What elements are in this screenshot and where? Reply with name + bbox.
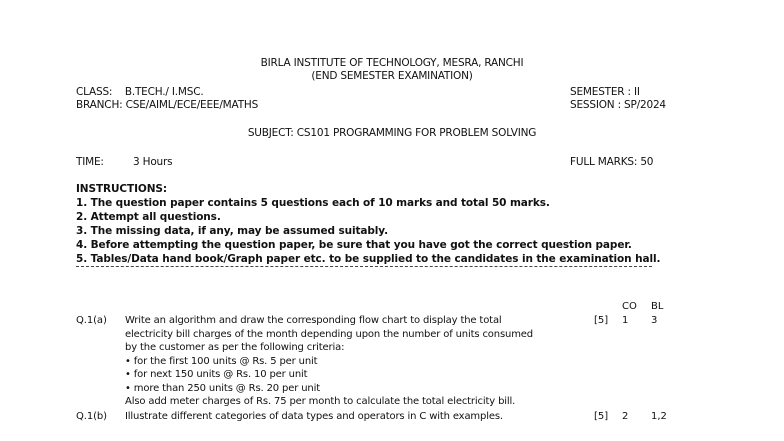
question-text-line: Also add meter charges of Rs. 75 per month to calculate the total electricity bill.	[125, 396, 516, 407]
exam-title: (END SEMESTER EXAMINATION)	[311, 70, 473, 82]
question-label: Q.1(b)	[76, 411, 107, 422]
session-line: SESSION : SP/2024	[570, 99, 666, 111]
class-line: CLASS: B.TECH./ I.MSC.	[76, 86, 204, 98]
time-value: 3 Hours	[133, 156, 173, 168]
question-text-line: • more than 250 units @ Rs. 20 per unit	[125, 382, 321, 394]
full-marks: FULL MARKS: 50	[570, 156, 654, 168]
question-text-line: electricity bill charges of the month depending upon the number of units consumed	[125, 328, 533, 340]
instruction-item: 1. The question paper contains 5 questions each of 10 marks and total 50 marks.	[76, 197, 550, 209]
dashed-divider	[76, 266, 652, 267]
instructions-title: INSTRUCTIONS:	[76, 183, 167, 195]
instruction-item: 5. Tables/Data hand book/Graph paper etc. to be supplied to the candidates in the examination hall.	[76, 253, 661, 265]
question-bl: 1,2	[651, 411, 667, 422]
question-text-line: • for the first 100 units @ Rs. 5 per unit	[125, 355, 318, 367]
question-text-line: • for next 150 units @ Rs. 10 per unit	[125, 369, 308, 380]
question-marks: [5]	[594, 411, 609, 422]
question-marks: [5]	[594, 315, 609, 326]
instruction-item: 2. Attempt all questions.	[76, 211, 221, 223]
semester-line: SEMESTER : II	[570, 86, 640, 98]
question-text-line: Illustrate different categories of data types and operators in C with examples.	[125, 411, 503, 422]
question-bl: 3	[651, 315, 658, 326]
institute-title: BIRLA INSTITUTE OF TECHNOLOGY, MESRA, RANCHI	[260, 57, 524, 69]
time-label: TIME:	[76, 156, 104, 168]
question-text-line: Write an algorithm and draw the corresponding flow chart to display the total	[125, 315, 502, 326]
instruction-item: 4. Before attempting the question paper, be sure that you have got the correct question paper.	[76, 239, 632, 251]
question-co: 2	[622, 411, 629, 422]
co-column-header: CO	[622, 301, 637, 312]
subject-line: SUBJECT: CS101 PROGRAMMING FOR PROBLEM SOLVING	[247, 127, 537, 139]
question-text-line: by the customer as per the following criteria:	[125, 342, 345, 353]
branch-line: BRANCH: CSE/AIML/ECE/EEE/MATHS	[76, 99, 259, 111]
question-label: Q.1(a)	[76, 315, 107, 326]
question-co: 1	[622, 315, 629, 326]
bl-column-header: BL	[651, 301, 664, 312]
instruction-item: 3. The missing data, if any, may be assumed suitably.	[76, 225, 388, 237]
